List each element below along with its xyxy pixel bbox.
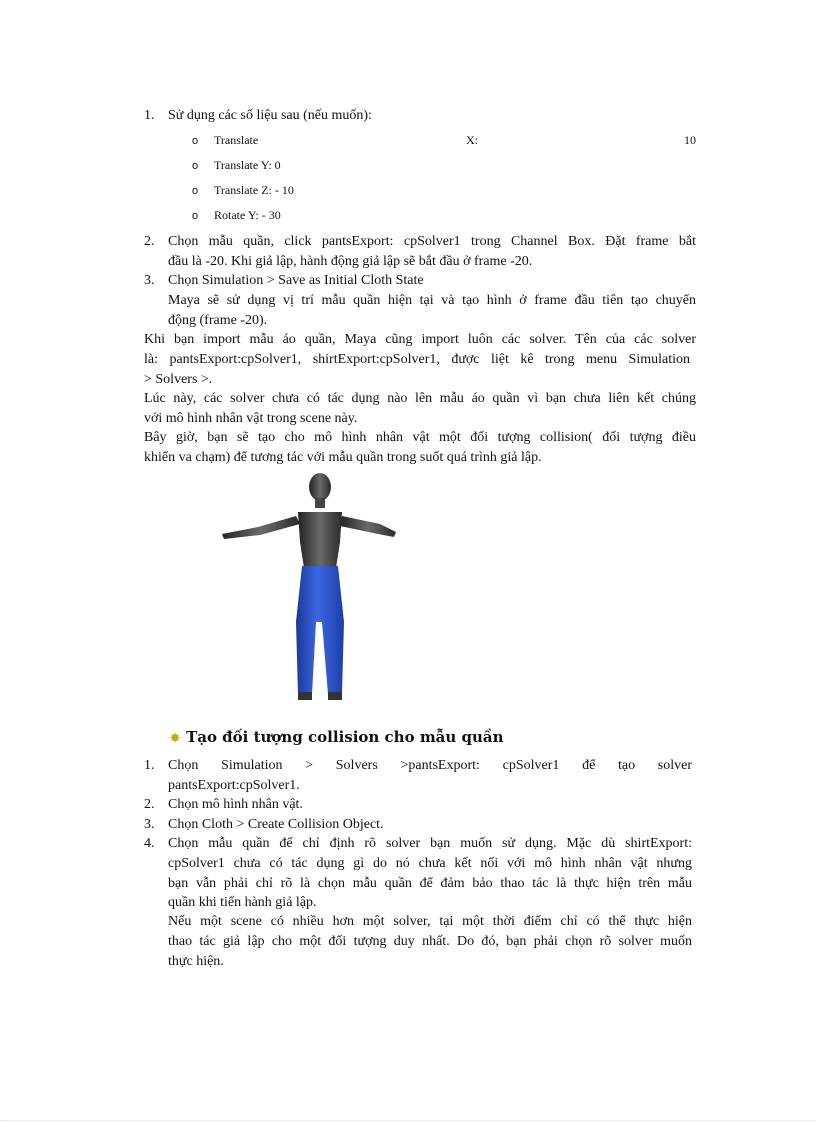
list1-item3-line2: Maya sẽ sử dụng vị trí mẫu quần hiện tại và tạo hình ở frame đầu tiên tạo chuyển <box>168 293 696 308</box>
para1-line3: > Solvers >. <box>144 372 213 387</box>
star-icon: ✸ <box>170 731 181 745</box>
para3-line2: khiển va chạm) để tương tác với mẫu quần trong suốt quá trình giả lập. <box>144 450 542 465</box>
list2-item4-line5: Nếu một scene có nhiều hơn một solver, tại một thời điểm chỉ có thể thực hiện <box>168 914 692 929</box>
sub-axis: X: <box>466 133 478 147</box>
sub-value: 10 <box>684 133 696 147</box>
list1-item2-line2: đầu là -20. Khi giả lập, hành động giả lập sẽ bắt đầu ở frame -20. <box>168 254 533 269</box>
list2-item1-line1: Chọn Simulation > Solvers >pantsExport: cpSolver1 để tạo solver <box>168 758 692 773</box>
para2-line1: Lúc này, các solver chưa có tác dụng nào lên mẫu áo quần vì bạn chưa liên kết chúng <box>144 391 696 406</box>
list2-item2-number: 2. <box>144 797 155 812</box>
sub-item-translate-y <box>192 155 281 176</box>
list2-item2-text: Chọn mô hình nhân vật. <box>168 797 303 812</box>
bullet: o <box>192 160 199 172</box>
list1-item3-line1: Chọn Simulation > Save as Initial Cloth State <box>168 273 424 288</box>
para3-line1: Bây giờ, bạn sẽ tạo cho mô hình nhân vật một đối tượng collision( đối tượng điều <box>144 430 696 445</box>
sub-label: Translate <box>214 133 259 147</box>
list2-item4-line7: thực hiện. <box>168 954 224 969</box>
heading-text: Tạo đối tượng collision cho mẫu quần <box>186 728 504 746</box>
sub-item-rotate-y <box>192 205 281 226</box>
para1-line2: là: pantsExport:cpSolver1, shirtExport:cpSolver1, được liệt kê trong menu Simulation <box>144 352 690 367</box>
sub-text: Rotate Y: - 30 <box>214 208 281 222</box>
list2-item3-number: 3. <box>144 817 155 832</box>
list1-item3-line3: động (frame -20). <box>168 313 268 328</box>
para2-line2: với mô hình nhân vật trong scene này. <box>144 411 358 426</box>
list2-item3-text: Chọn Cloth > Create Collision Object. <box>168 817 384 832</box>
list2-item4-line6: thao tác giả lập cho một đối tượng duy nhất. Do đó, bạn phải chọn rõ solver muốn <box>168 934 692 949</box>
list2-item4-line4: quần khi tiến hành giả lập. <box>168 895 317 910</box>
list2-item4-line3: bạn vẫn phải chỉ rõ là chọn mẫu quần để đảm bảo thao tác là thực hiện trên mẫu <box>168 876 692 891</box>
sub-text: Translate Y: 0 <box>214 158 281 172</box>
list2-item4-line2: cpSolver1 chưa có tác dụng gì do nó chưa kết nối với mô hình nhân vật nhưng <box>168 856 692 871</box>
section-heading <box>170 727 504 748</box>
bullet: o <box>192 185 199 197</box>
list2-item1-number: 1. <box>144 758 155 773</box>
list1-item1-number: 1. <box>144 108 155 123</box>
list1-item3-number: 3. <box>144 273 155 288</box>
list1-item2-number: 2. <box>144 234 155 249</box>
sub-text: Translate Z: - 10 <box>214 183 294 197</box>
list2-item1-line2: pantsExport:cpSolver1. <box>168 778 300 793</box>
sub-item-translate-x <box>192 130 696 151</box>
character-model-image <box>218 472 400 708</box>
list1-item1-text: Sử dụng các số liệu sau (nếu muốn): <box>168 108 372 123</box>
list2-item4-number: 4. <box>144 836 155 851</box>
para1-line1: Khi bạn import mẫu áo quần, Maya cũng import luôn các solver. Tên của các solver <box>144 332 696 347</box>
list2-item4-line1: Chọn mẫu quần để chỉ định rõ solver bạn muốn sử dụng. Mặc dù shirtExport: <box>168 836 692 851</box>
bullet: o <box>192 210 199 222</box>
page-bottom-divider <box>0 1120 816 1121</box>
sub-item-translate-z <box>192 180 294 201</box>
list1-item2-line1: Chọn mẫu quần, click pantsExport: cpSolver1 trong Channel Box. Đặt frame bắt <box>168 234 696 249</box>
bullet: o <box>192 135 199 147</box>
